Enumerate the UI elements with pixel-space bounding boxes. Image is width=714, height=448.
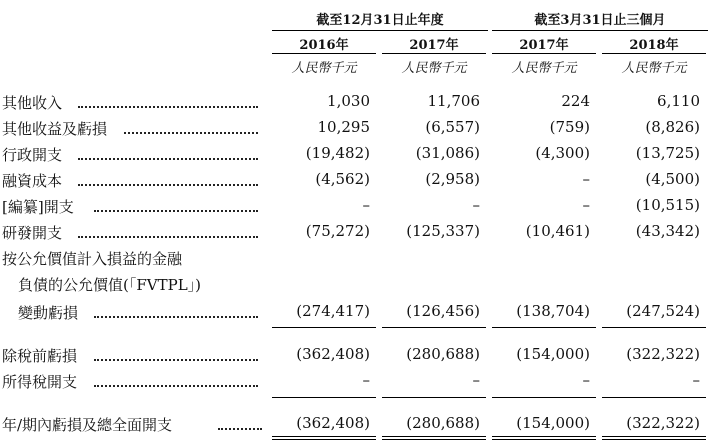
value-cell: (10,461) xyxy=(525,222,590,240)
row-label-fvtpl-line3: 變動虧損 xyxy=(18,304,79,322)
total-top-rule-3 xyxy=(492,397,596,398)
value-cell: 224 xyxy=(561,92,590,110)
header-group-quarter: 截至3月31日止三個月 xyxy=(534,13,666,28)
value-cell: (362,408) xyxy=(296,345,370,363)
value-cell: – xyxy=(582,170,590,188)
value-cell: (31,086) xyxy=(415,144,480,162)
value-cell: – xyxy=(362,196,370,214)
row-label-redacted-expenses: [編纂]開支 xyxy=(2,198,74,216)
leader-dots xyxy=(78,236,258,238)
value-cell: (8,826) xyxy=(645,118,700,136)
value-cell: (274,417) xyxy=(296,302,370,320)
value-cell: – xyxy=(362,371,370,389)
value-cell: (138,704) xyxy=(516,302,590,320)
value-cell: (154,000) xyxy=(516,345,590,363)
row-label-other-gains-losses: 其他收益及虧損 xyxy=(2,120,108,138)
leader-dots xyxy=(94,210,258,212)
col-year-3: 2017年 xyxy=(519,38,569,53)
row-label-finance-costs: 融資成本 xyxy=(2,172,63,190)
total-top-rule-4 xyxy=(602,397,706,398)
value-cell: (19,482) xyxy=(305,144,370,162)
value-cell: (43,342) xyxy=(635,222,700,240)
subtotal-rule-2 xyxy=(382,327,486,328)
row-label-income-tax: 所得稅開支 xyxy=(2,373,78,391)
subtotal-rule-1 xyxy=(272,327,376,328)
col-unit-4: 人民幣千元 xyxy=(621,61,687,76)
subtotal-rule-4 xyxy=(602,327,706,328)
total-double-rule-4 xyxy=(602,436,706,440)
col-rule-3 xyxy=(492,53,596,54)
value-cell: – xyxy=(472,371,480,389)
value-cell: (4,500) xyxy=(645,170,700,188)
col-year-2: 2017年 xyxy=(409,38,459,53)
group-quarter-rule xyxy=(492,30,708,31)
row-label-fvtpl-line2: 負債的公允價值(「FVTPL」) xyxy=(18,276,202,294)
col-year-1: 2016年 xyxy=(299,38,349,53)
value-cell: – xyxy=(582,196,590,214)
header-group-year: 截至12月31日止年度 xyxy=(316,13,444,28)
subtotal-rule-3 xyxy=(492,327,596,328)
row-label-total-loss: 年/期內虧損及總全面開支 xyxy=(2,416,173,434)
leader-dots xyxy=(218,428,262,430)
value-cell: (362,408) xyxy=(296,414,370,432)
value-cell: (154,000) xyxy=(516,414,590,432)
total-top-rule-2 xyxy=(382,397,486,398)
value-cell: (125,337) xyxy=(406,222,480,240)
total-double-rule-1 xyxy=(272,436,376,440)
leader-dots xyxy=(94,385,258,387)
value-cell: (13,725) xyxy=(635,144,700,162)
value-cell: 11,706 xyxy=(427,92,480,110)
leader-dots xyxy=(78,184,258,186)
value-cell: (280,688) xyxy=(406,345,480,363)
value-cell: (4,562) xyxy=(315,170,370,188)
value-cell: (75,272) xyxy=(305,222,370,240)
value-cell: 6,110 xyxy=(657,92,700,110)
col-year-4: 2018年 xyxy=(629,38,679,53)
leader-dots xyxy=(94,316,258,318)
total-double-rule-3 xyxy=(492,436,596,440)
row-label-admin-expenses: 行政開支 xyxy=(2,146,63,164)
total-top-rule-1 xyxy=(272,397,376,398)
group-year-rule xyxy=(272,30,488,31)
value-cell: (2,958) xyxy=(425,170,480,188)
col-unit-2: 人民幣千元 xyxy=(401,61,467,76)
col-rule-1 xyxy=(272,53,376,54)
leader-dots xyxy=(78,106,258,108)
value-cell: (322,322) xyxy=(626,414,700,432)
row-label-other-income: 其他收入 xyxy=(2,94,63,112)
value-cell: – xyxy=(692,371,700,389)
value-cell: (322,322) xyxy=(626,345,700,363)
col-rule-4 xyxy=(602,53,706,54)
value-cell: (10,515) xyxy=(635,196,700,214)
value-cell: (126,456) xyxy=(406,302,480,320)
row-label-fvtpl-line1: 按公允價值計入損益的金融 xyxy=(2,250,183,268)
value-cell: (280,688) xyxy=(406,414,480,432)
total-double-rule-2 xyxy=(382,436,486,440)
leader-dots xyxy=(124,132,258,134)
row-label-loss-before-tax: 除稅前虧損 xyxy=(2,347,78,365)
value-cell: 10,295 xyxy=(317,118,370,136)
leader-dots xyxy=(94,359,258,361)
value-cell: – xyxy=(472,196,480,214)
value-cell: 1,030 xyxy=(327,92,370,110)
col-rule-2 xyxy=(382,53,486,54)
value-cell: (759) xyxy=(549,118,590,136)
value-cell: (4,300) xyxy=(535,144,590,162)
leader-dots xyxy=(78,158,258,160)
col-unit-3: 人民幣千元 xyxy=(511,61,577,76)
value-cell: (6,557) xyxy=(425,118,480,136)
value-cell: – xyxy=(582,371,590,389)
value-cell: (247,524) xyxy=(626,302,700,320)
row-label-rnd-expenses: 研發開支 xyxy=(2,224,63,242)
col-unit-1: 人民幣千元 xyxy=(291,61,357,76)
